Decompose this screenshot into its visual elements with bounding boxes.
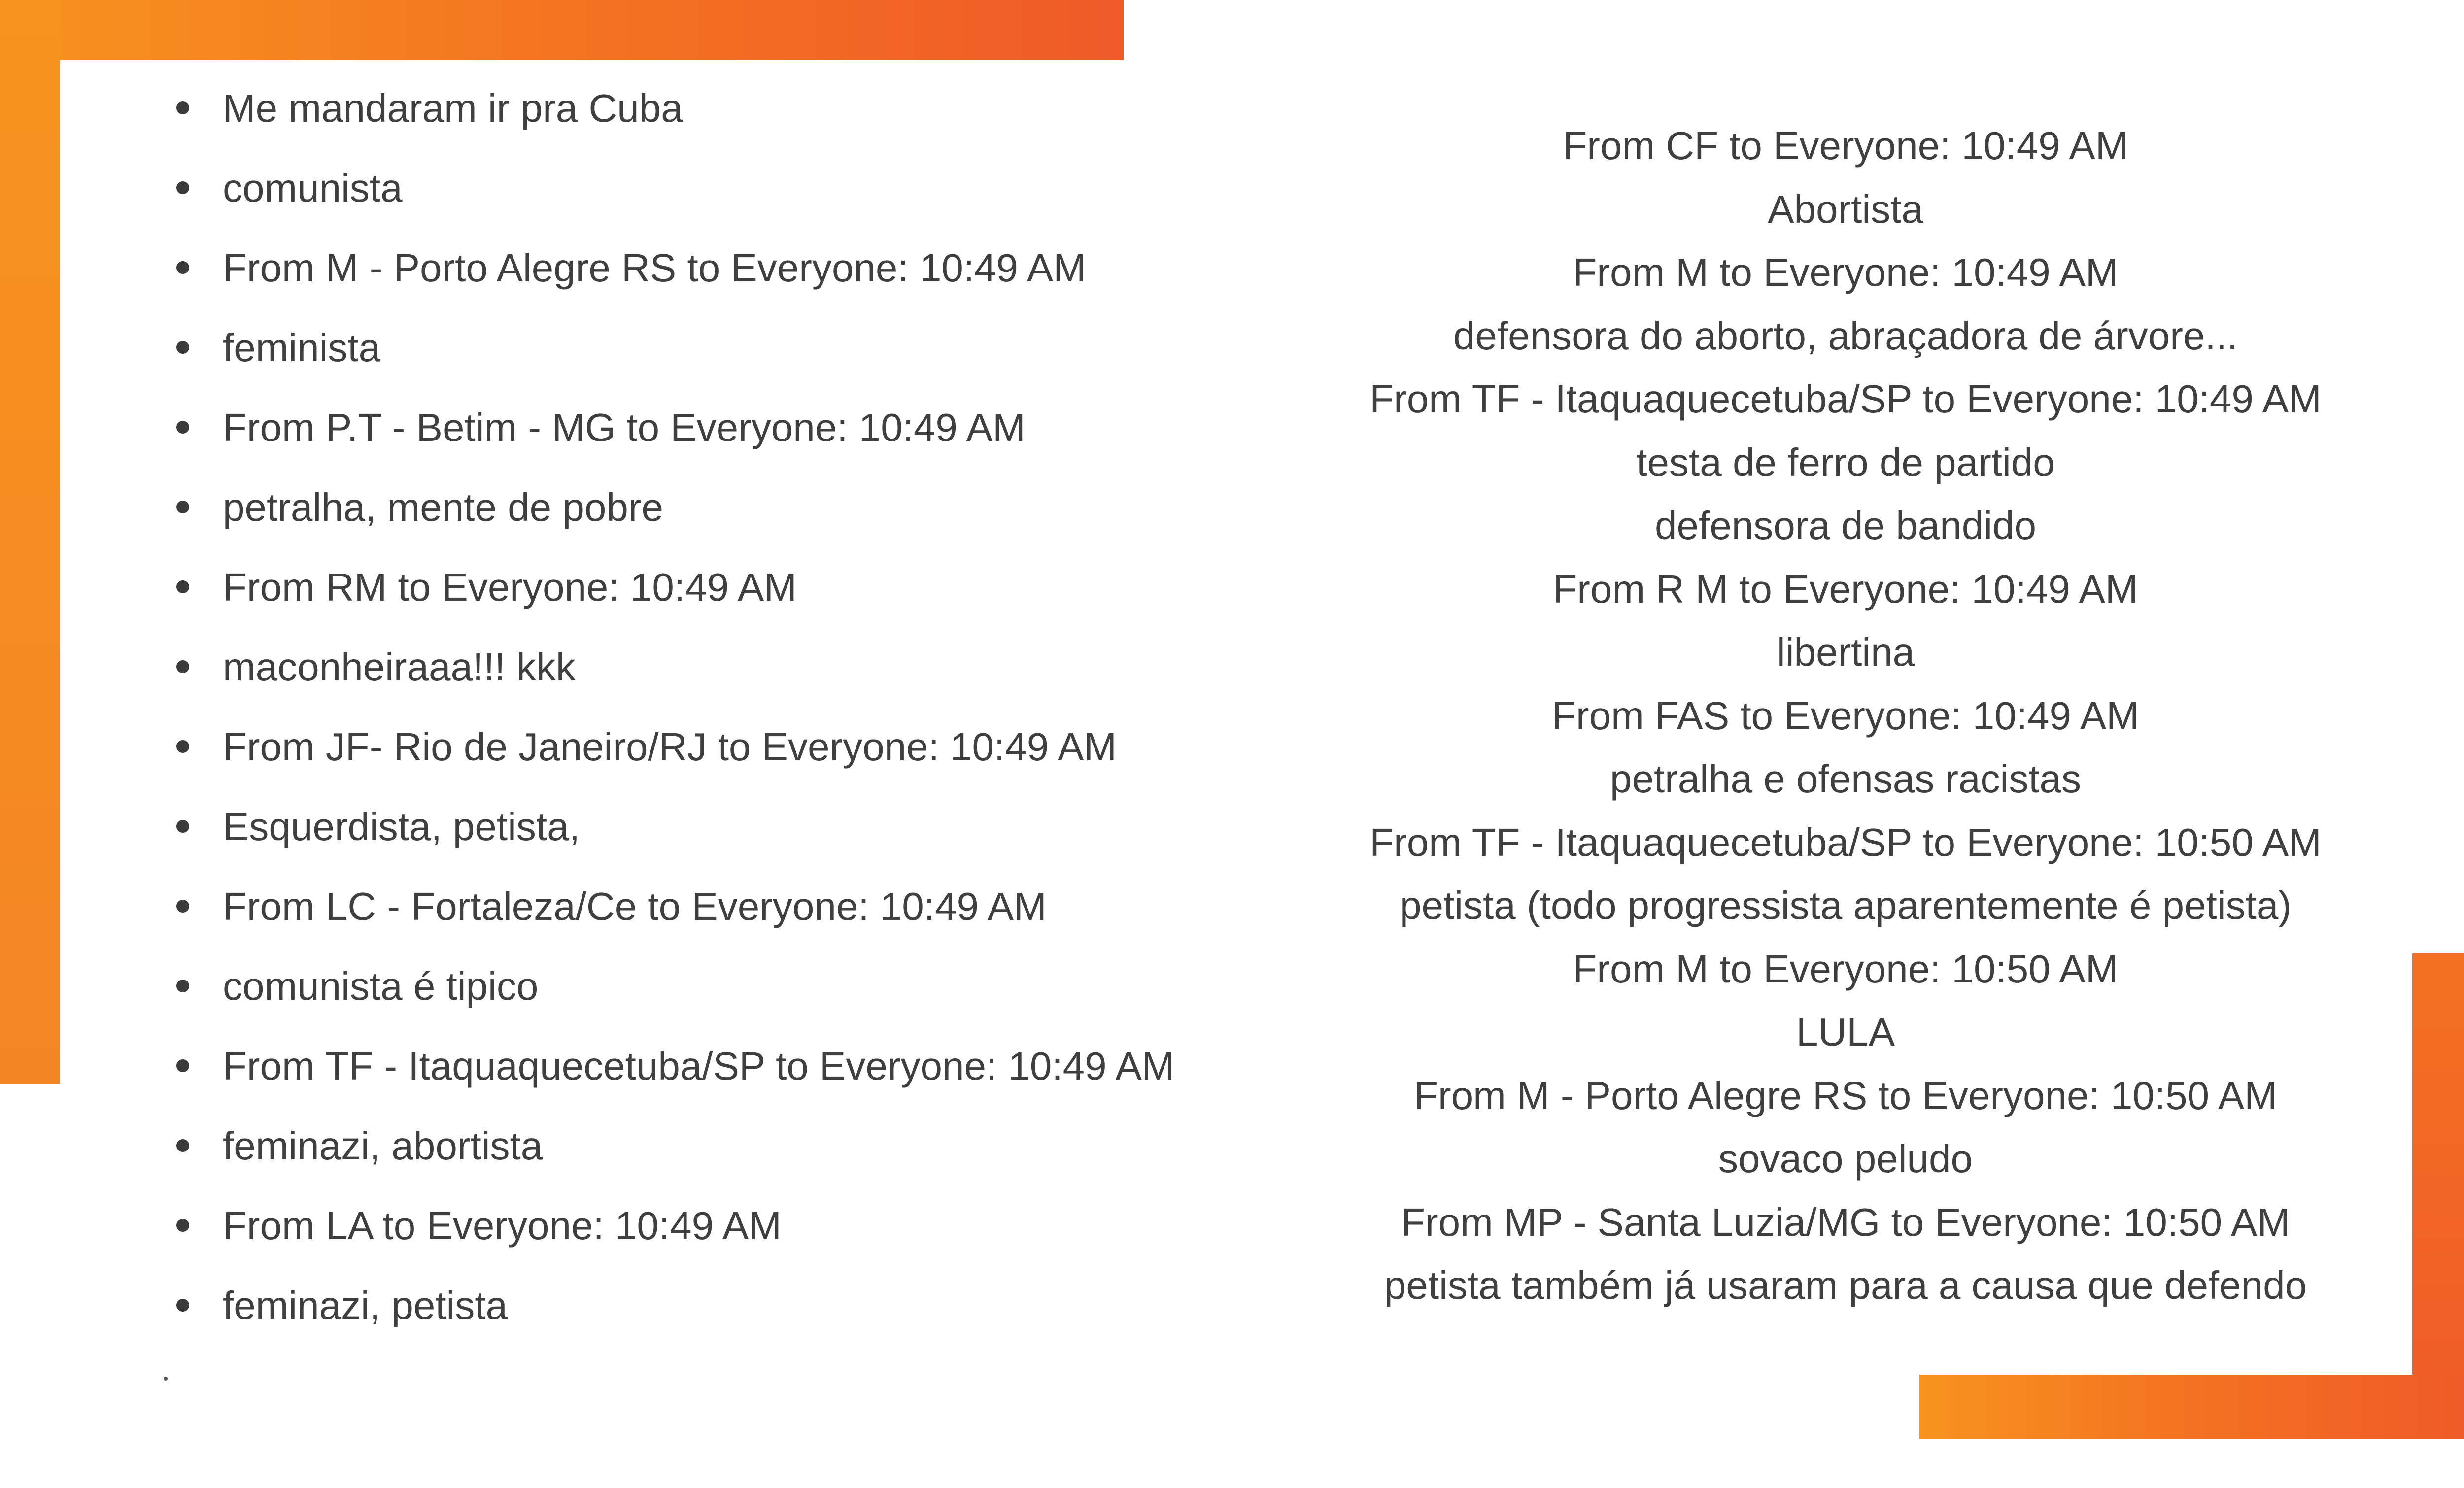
list-item xyxy=(168,328,1174,368)
bullet-icon xyxy=(176,181,189,194)
message-header: From M to Everyone: 10:49 AM xyxy=(1573,250,2119,294)
bullet-icon xyxy=(176,1139,189,1152)
message-header: From TF - Itaquaquecetuba/SP to Everyone: 10:50 AM xyxy=(1369,820,2322,864)
bullet-icon xyxy=(176,101,189,114)
message-header: From R M to Everyone: 10:49 AM xyxy=(1553,567,2138,611)
message-header: From TF - Itaquaquecetuba/SP to Everyone: 10:49 AM xyxy=(223,1044,1175,1088)
message-header: From RM to Everyone: 10:49 AM xyxy=(223,565,797,609)
bullet-icon xyxy=(176,421,189,434)
list-item xyxy=(168,727,1174,767)
bullet-icon xyxy=(176,820,189,833)
message-text: petista (todo progressista aparentemente é petista) xyxy=(1400,883,2292,927)
bullet-icon xyxy=(176,740,189,753)
frame-left-bar xyxy=(0,0,60,1084)
list-item xyxy=(168,485,1174,529)
message-text: Me mandaram ir pra Cuba xyxy=(223,86,683,130)
message-text: feminista xyxy=(223,326,381,370)
list-item xyxy=(168,86,1174,130)
list-item xyxy=(168,884,1174,928)
message-text: feminazi, petista xyxy=(223,1284,508,1327)
bullet-icon xyxy=(176,580,189,593)
list-item xyxy=(168,1286,1174,1325)
bullet-icon xyxy=(176,1059,189,1072)
bullet-icon xyxy=(176,660,189,673)
right-chat-transcript xyxy=(1271,114,2420,1318)
message-header: From LA to Everyone: 10:49 AM xyxy=(223,1204,782,1248)
list-item xyxy=(168,964,1174,1008)
list-item xyxy=(168,1206,1174,1246)
frame-top-bar xyxy=(0,0,1124,60)
message-header: From M - Porto Alegre RS to Everyone: 10:49 AM xyxy=(223,246,1086,290)
message-header: From MP - Santa Luzia/MG to Everyone: 10:50 AM xyxy=(1401,1200,2290,1244)
message-text: Esquerdista, petista, xyxy=(223,805,580,848)
list-item xyxy=(168,565,1174,609)
bullet-icon xyxy=(176,261,189,274)
message-text: defensora do aborto, abraçadora de árvore... xyxy=(1453,313,2238,358)
list-item xyxy=(168,1126,1174,1166)
message-header: From P.T - Betim - MG to Everyone: 10:49 AM xyxy=(223,406,1026,449)
bullet-icon xyxy=(176,341,189,354)
message-header: From CF to Everyone: 10:49 AM xyxy=(1563,124,2128,168)
list-item xyxy=(168,1044,1175,1088)
list-item xyxy=(168,166,1174,210)
message-text: LULA xyxy=(1796,1010,1895,1054)
message-text: petista também já usaram para a causa que defendo xyxy=(1384,1263,2307,1307)
message-header: From JF- Rio de Janeiro/RJ to Everyone: 10:49 AM xyxy=(223,725,1117,769)
bullet-icon xyxy=(176,501,189,513)
stray-dot-mark xyxy=(164,1377,168,1381)
message-text: feminazi, abortista xyxy=(223,1124,543,1168)
message-text: defensora de bandido xyxy=(1655,504,2036,547)
bullet-icon xyxy=(176,1299,189,1312)
list-item xyxy=(168,807,1174,846)
message-header: From FAS to Everyone: 10:49 AM xyxy=(1552,693,2139,738)
bullet-icon xyxy=(176,1219,189,1232)
message-header: From LC - Fortaleza/Ce to Everyone: 10:49 AM xyxy=(223,884,1047,928)
bullet-icon xyxy=(176,980,189,992)
message-text: comunista é tipico xyxy=(223,964,539,1008)
message-text: Abortista xyxy=(1768,187,1923,231)
message-text: sovaco peludo xyxy=(1718,1137,1973,1181)
message-header: From M - Porto Alegre RS to Everyone: 10:50 AM xyxy=(1414,1073,2277,1117)
message-header: From TF - Itaquaquecetuba/SP to Everyone: 10:49 AM xyxy=(1369,377,2322,421)
message-text: petralha e ofensas racistas xyxy=(1609,757,2082,801)
frame-right-bar xyxy=(2412,953,2464,1439)
message-text: petralha, mente de pobre xyxy=(223,485,663,529)
list-item xyxy=(168,248,1174,288)
frame-bottom-bar xyxy=(1919,1375,2464,1439)
message-text: libertina xyxy=(1776,630,1915,674)
message-text: maconheiraaa!!! kkk xyxy=(223,645,576,689)
bullet-icon xyxy=(176,900,189,913)
message-text: testa de ferro de partido xyxy=(1636,440,2055,484)
left-chat-list xyxy=(168,86,1175,1366)
list-item xyxy=(168,408,1174,447)
list-item xyxy=(168,647,1174,687)
message-header: From M to Everyone: 10:50 AM xyxy=(1573,947,2119,991)
message-text: comunista xyxy=(223,166,403,210)
